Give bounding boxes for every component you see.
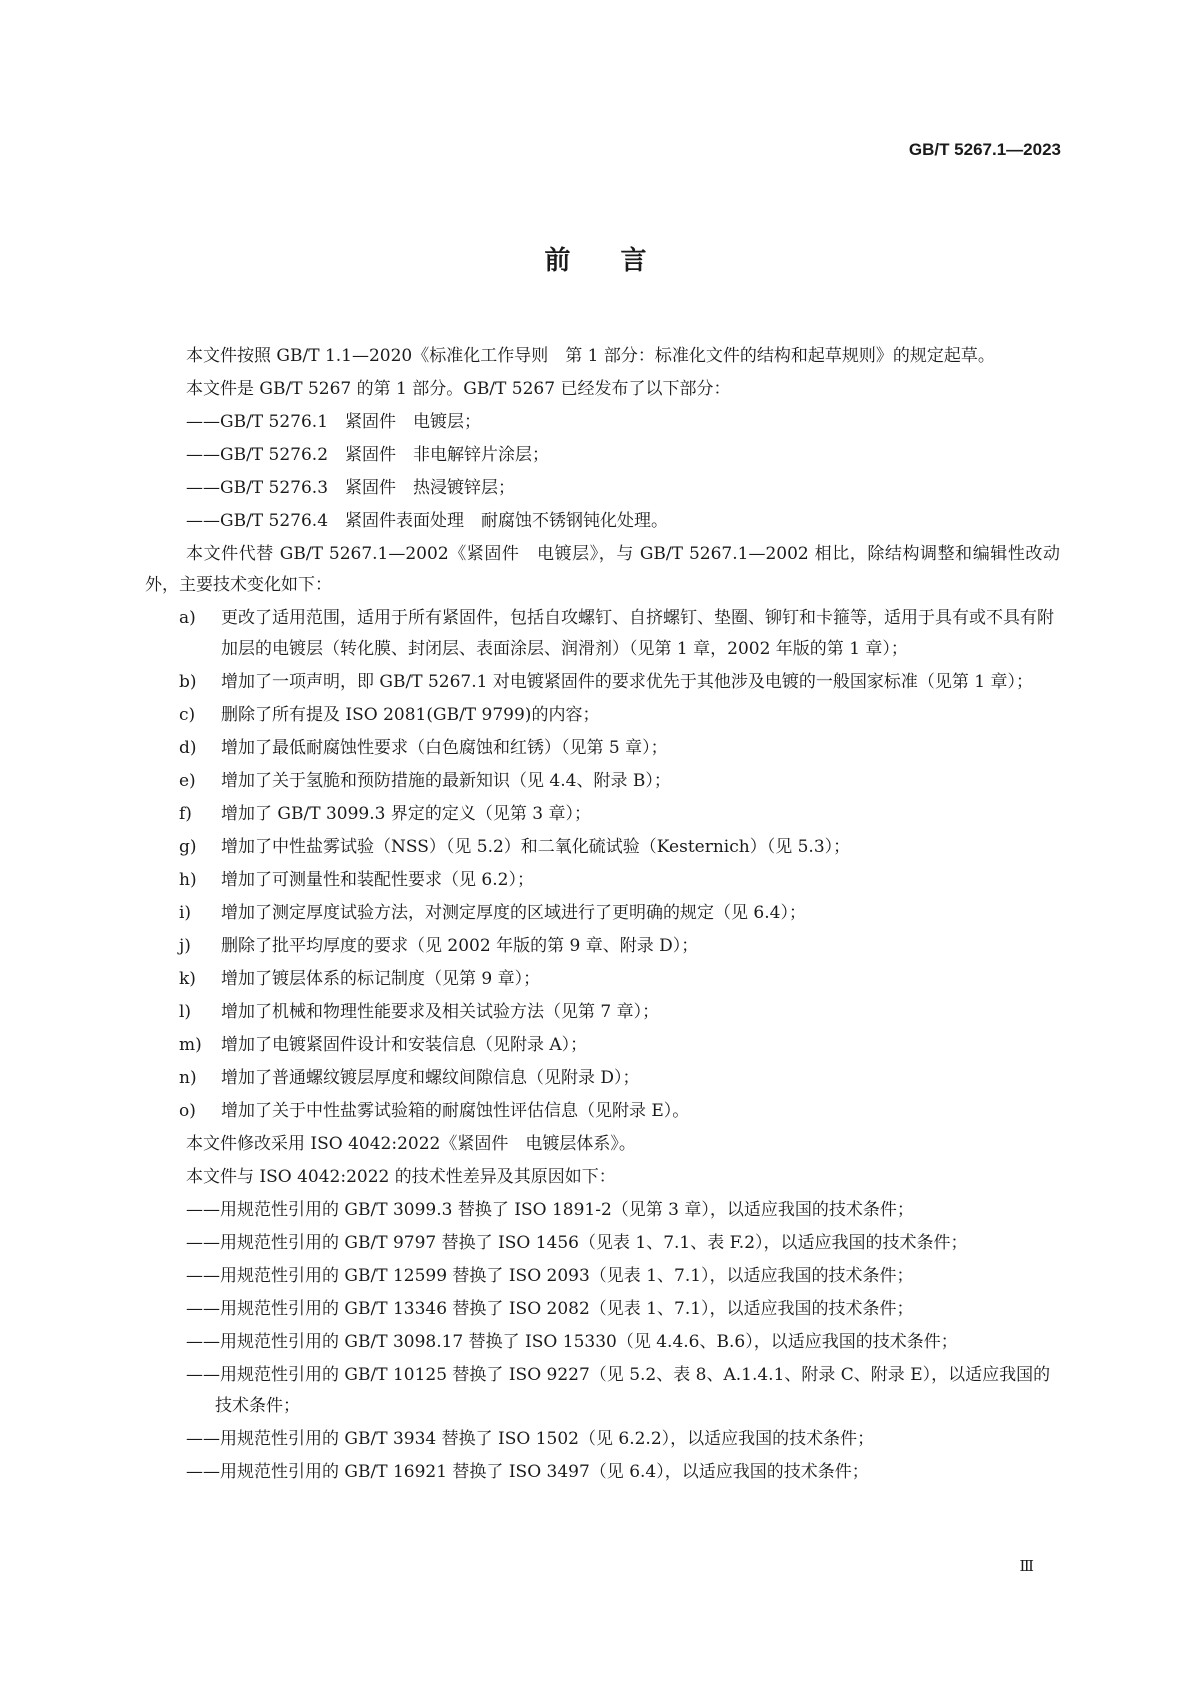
list-item <box>145 997 1060 1028</box>
standard-code: GB/T 5267.1—2023 <box>908 140 1061 159</box>
item-marker: f) <box>179 804 192 824</box>
item-text: 增加了最低耐腐蚀性要求（白色腐蚀和红锈）（见第 5 章）； <box>221 738 668 758</box>
item-marker: n) <box>179 1068 197 1088</box>
list-item <box>145 1096 1060 1127</box>
document-body <box>145 341 1060 1490</box>
list-item: ——用规范性引用的 GB/T 12599 替换了 ISO 2093（见表 1、7.1），以适应我国的技术条件； <box>186 1266 914 1286</box>
list-item <box>145 964 1060 995</box>
list-item: ——GB/T 5276.3 紧固件 热浸镀锌层； <box>186 478 516 498</box>
item-marker: o) <box>179 1101 196 1121</box>
paragraph-replacement: 本文件代替 GB/T 5267.1—2002《紧固件 电镀层》，与 GB/T 5267.1—2002 相比，除结构调整和编辑性改动外，主要技术变化如下： <box>145 544 1060 595</box>
list-item <box>145 733 1060 764</box>
list-item <box>145 766 1060 797</box>
list-item <box>145 1030 1060 1061</box>
list-item <box>145 865 1060 896</box>
item-marker: d) <box>179 738 197 758</box>
item-text: 删除了所有提及 ISO 2081(GB/T 9799)的内容； <box>221 705 600 725</box>
list-item <box>145 799 1060 830</box>
technical-differences-list <box>145 1195 1060 1488</box>
item-text: 增加了关于中性盐雾试验箱的耐腐蚀性评估信息（见附录 E）。 <box>221 1101 690 1121</box>
paragraph-parts-intro: 本文件是 GB/T 5267 的第 1 部分。GB/T 5267 已经发布了以下部分： <box>186 379 731 399</box>
list-item <box>145 898 1060 929</box>
list-item: ——用规范性引用的 GB/T 10125 替换了 ISO 9227（见 5.2、表 8、A.1.4.1、附录 C、附录 E），以适应我国的技术条件； <box>186 1365 1051 1416</box>
list-item: ——用规范性引用的 GB/T 3934 替换了 ISO 1502（见 6.2.2），以适应我国的技术条件； <box>186 1429 875 1449</box>
list-item <box>145 667 1060 698</box>
list-item: ——用规范性引用的 GB/T 13346 替换了 ISO 2082（见表 1、7.1），以适应我国的技术条件； <box>186 1299 914 1319</box>
paragraph-drafting-rules: 本文件按照 GB/T 1.1—2020《标准化工作导则 第 1 部分：标准化文件的结构和起草规则》的规定起草。 <box>186 346 995 366</box>
item-marker: i) <box>179 903 192 923</box>
item-text: 删除了批平均厚度的要求（见 2002 年版的第 9 章、附录 D）； <box>221 936 699 956</box>
item-marker: g) <box>179 837 197 857</box>
item-text: 增加了测定厚度试验方法，对测定厚度的区域进行了更明确的规定（见 6.4）； <box>221 903 806 923</box>
item-marker: b) <box>179 672 197 692</box>
item-text: 增加了中性盐雾试验（NSS）（见 5.2）和二氧化硫试验（Kesternich）（见 5.3）； <box>221 837 851 857</box>
item-marker: j) <box>179 936 191 956</box>
list-item <box>145 832 1060 863</box>
item-text: 增加了镀层体系的标记制度（见第 9 章）； <box>221 969 541 989</box>
item-text: 增加了普通螺纹镀层厚度和螺纹间隙信息（见附录 D）； <box>221 1068 640 1088</box>
technical-changes-list <box>145 603 1060 1127</box>
item-text: 增加了可测量性和装配性要求（见 6.2）； <box>221 870 534 890</box>
item-marker: c) <box>179 705 196 725</box>
list-item: ——用规范性引用的 GB/T 16921 替换了 ISO 3497（见 6.4），以适应我国的技术条件； <box>186 1462 869 1482</box>
list-item: ——用规范性引用的 GB/T 3098.17 替换了 ISO 15330（见 4.4.6、B.6），以适应我国的技术条件； <box>186 1332 958 1352</box>
item-marker: a) <box>179 608 196 628</box>
page-number: Ⅲ <box>1019 1557 1034 1575</box>
item-text: 更改了适用范围，适用于所有紧固件，包括自攻螺钉、自挤螺钉、垫圈、铆钉和卡箍等，适用于具有或不具有附加层的电镀层（转化膜、封闭层、表面涂层、润滑剂）（见第 1 章，2002 年版的第 1 章）； <box>221 608 1054 659</box>
item-marker: h) <box>179 870 197 890</box>
item-text: 增加了机械和物理性能要求及相关试验方法（见第 7 章）； <box>221 1002 660 1022</box>
item-marker: l) <box>179 1002 192 1022</box>
item-marker: k) <box>179 969 196 989</box>
paragraph-differences-intro: 本文件与 ISO 4042:2022 的技术性差异及其原因如下： <box>186 1167 616 1187</box>
paragraph-adoption: 本文件修改采用 ISO 4042:2022《紧固件 电镀层体系》。 <box>186 1134 636 1154</box>
list-item <box>145 931 1060 962</box>
list-item <box>145 700 1060 731</box>
list-item <box>145 603 1060 665</box>
item-marker: m) <box>179 1035 202 1055</box>
list-item: ——用规范性引用的 GB/T 9797 替换了 ISO 1456（见表 1、7.1、表 F.2），以适应我国的技术条件； <box>186 1233 968 1253</box>
list-item <box>145 1063 1060 1094</box>
parts-list <box>145 407 1060 537</box>
item-text: 增加了一项声明，即 GB/T 5267.1 对电镀紧固件的要求优先于其他涉及电镀的一般国家标准（见第 1 章）； <box>221 672 1033 692</box>
item-text: 增加了关于氢脆和预防措施的最新知识（见 4.4、附录 B）； <box>221 771 671 791</box>
item-text: 增加了电镀紧固件设计和安装信息（见附录 A）； <box>221 1035 588 1055</box>
item-text: 增加了 GB/T 3099.3 界定的定义（见第 3 章）； <box>221 804 591 824</box>
list-item: ——用规范性引用的 GB/T 3099.3 替换了 ISO 1891-2（见第 3 章），以适应我国的技术条件； <box>186 1200 914 1220</box>
page-title: 前言 <box>544 246 697 276</box>
item-marker: e) <box>179 771 196 791</box>
list-item: ——GB/T 5276.2 紧固件 非电解锌片涂层； <box>186 445 550 465</box>
list-item: ——GB/T 5276.4 紧固件表面处理 耐腐蚀不锈钢钝化处理。 <box>186 511 669 531</box>
list-item: ——GB/T 5276.1 紧固件 电镀层； <box>186 412 482 432</box>
